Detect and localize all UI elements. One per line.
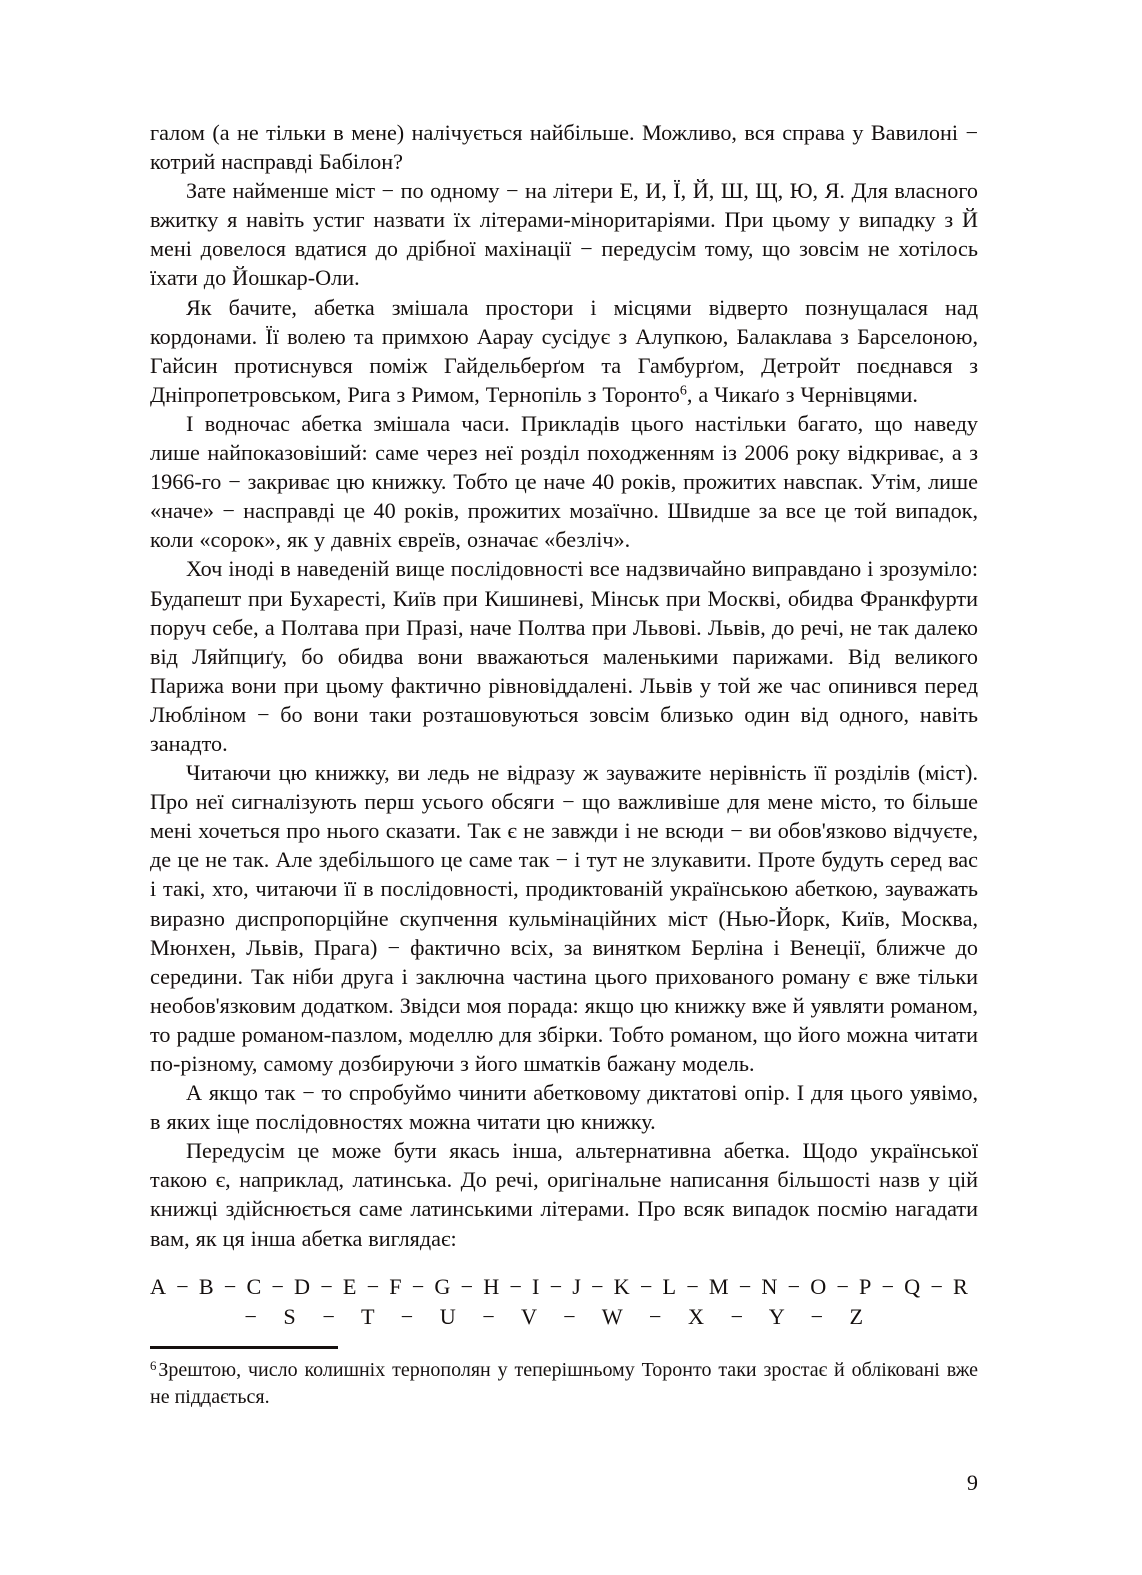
footnote-marker-6: 6	[150, 1358, 157, 1373]
latin-alphabet-token: O	[810, 1274, 827, 1299]
latin-alphabet-token: −	[881, 1274, 895, 1299]
latin-alphabet-token: K	[613, 1274, 630, 1299]
latin-alphabet-token: L	[662, 1274, 677, 1299]
paragraph-hoch-inodi: Хоч іноді в наведеній вище послідовності все надзвичайно виправдано і зрозуміло: Будапешт при Бухаресті, Київ при Кишиневі, Мінськ при Москві, обидва Франкфурти поруч себе, а Полтава при Празі, наче Полтва при Львові. Львів, до речі, не так далеко від Ляйпциґу, бо обидва вони вважаються маленькими парижами. Від великого Парижа вони при цьому фактично рівновіддалені. Львів у той же час опинився перед Любліном − бо вони таки розташовуються зовсім близько один від одного, навіть занадто.	[150, 556, 978, 756]
latin-alphabet-token: E	[342, 1274, 357, 1299]
latin-alphabet-token: −	[549, 1274, 563, 1299]
latin-alphabet-token: D	[294, 1274, 311, 1299]
latin-alphabet-token: N	[761, 1274, 778, 1299]
latin-alphabet-token: R	[953, 1274, 968, 1299]
latin-alphabet-token: B	[198, 1274, 214, 1299]
latin-alphabet-token: A	[150, 1274, 167, 1299]
paragraph-a-yakscho: А якщо так − то спробуймо чинити абетковому диктатові опір. І для цього уявімо, в яких іще послідовностях можна читати цю книжку.	[150, 1080, 978, 1135]
latin-alphabet-token: P	[859, 1274, 872, 1299]
paragraph-yak-bachyte	[150, 293, 978, 409]
paragraph-yak-bachyte-part1: Як бачите, абетка змішала простори і місцями відверто познущалася над кордонами. Її волею та примхою Аарау сусідує з Алупкою, Балаклава з Барселоною, Гайсин протиснувся поміж Гайдельберґом та Гамбурґом, Детройт поєднався з Дніпропетровськом, Рига з Римом, Тернопіль з Торонто	[150, 294, 978, 407]
latin-alphabet-token: I	[532, 1274, 540, 1299]
latin-alphabet-token: −	[271, 1274, 284, 1299]
footnote-6	[150, 1357, 978, 1411]
latin-alphabet-token: G	[434, 1274, 451, 1299]
footnote-reference-6[interactable]: 6	[679, 383, 687, 399]
latin-alphabet-row-2-text: − S − T − U − V − W − X − Y − Z	[244, 1304, 874, 1329]
paragraph-yak-bachyte-part2: , а Чикаґо з Чернівцями.	[686, 381, 918, 407]
latin-alphabet-token: H	[483, 1274, 500, 1299]
paragraph-chytaiuchy: Читаючи цю книжку, ви ледь не відразу ж зауважите нерівність її розділів (міст). Про неї сигналізують перш усього обсяги − що важливіше для мене місто, то більше мені хочеться про нього сказати. Так є не завжди і не всюди − ви обов'язково відчуєте, де це не так. Але здебільшого це саме так − і тут не злукавити. Проте будуть серед вас і такі, хто, читаючи її в послідовності, продиктованій українською абеткою, зауважать виразно диспропорційне скупчення кульмінаційних міст (Нью-Йорк, Київ, Москва, Мюнхен, Львів, Прага) − фактично всіх, за винятком Берліна і Венеції, ближче до середини. Так ніби друга і заключна частина цього прихованого роману є вже тільки необов'язковим додатком. Звідси моя порада: якщо цю книжку вже й уявляти романом, то радше романом-пазлом, моделлю для збірки. Тобто романом, що його можна читати по-різному, самому дозбируючи з його шматків бажану модель.	[150, 760, 978, 1076]
latin-alphabet-token: −	[787, 1274, 801, 1299]
latin-alphabet-token: −	[738, 1274, 752, 1299]
latin-alphabet-token: J	[572, 1274, 581, 1299]
latin-alphabet-token: F	[389, 1274, 402, 1299]
paragraph-peredusim: Передусім це може бути якась інша, альтернативна абетка. Щодо української такою є, наприклад, латинська. До речі, оригінальне написання більшості назв у цій книжці здійснюється саме латинськими літерами. Про всяк випадок посмію нагадати вам, як ця інша абетка виглядає:	[150, 1138, 978, 1251]
latin-alphabet-token: C	[246, 1274, 262, 1299]
latin-alphabet-token: −	[460, 1274, 474, 1299]
paragraph-i-vodnochas: І водночас абетка змішала часи. Прикладів цього настільки багато, що наведу лише найпоказовіший: саме через неї розділ походженням із 2006 року відкриває, а з 1966-го − закриває цю книжку. Тобто це наче 40 років, прожитих навспак. Утім, лише «наче» − насправді це 40 років, прожитих мозаїчно. Швидше за все це той випадок, коли «сорок», як у давніх євреїв, означає «безліч».	[150, 410, 978, 553]
latin-alphabet-token: −	[639, 1274, 653, 1299]
page-number: 9	[966, 1470, 978, 1495]
latin-alphabet-token: M	[708, 1274, 729, 1299]
latin-alphabet-token: −	[509, 1274, 522, 1299]
latin-alphabet-row-2	[150, 1302, 968, 1332]
latin-alphabet-token: −	[223, 1274, 237, 1299]
latin-alphabet-token: −	[591, 1274, 604, 1299]
footnote-separator-rule	[150, 1346, 338, 1349]
latin-alphabet-token: −	[320, 1274, 333, 1299]
latin-alphabet-token: −	[176, 1274, 189, 1299]
latin-alphabet-token: Q	[904, 1274, 921, 1299]
latin-alphabet-token: −	[930, 1274, 943, 1299]
latin-alphabet-token: −	[836, 1274, 849, 1299]
latin-alphabet-block	[150, 1272, 978, 1332]
latin-alphabet-token: −	[686, 1274, 699, 1299]
latin-alphabet-token: −	[366, 1274, 380, 1299]
footnote-text: Зрештою, число колишніх тернополян у теперішньому Торонто таки зростає й обліковані вже не піддається.	[150, 1359, 978, 1408]
page-text-block	[150, 118, 978, 1253]
paragraph-galom: галом (а не тільки в мене) налічується найбільше. Можливо, вся справа у Вавилоні − котрий насправді Бабілон?	[150, 120, 978, 175]
latin-alphabet-row-1	[150, 1272, 968, 1302]
latin-alphabet-token: −	[411, 1274, 425, 1299]
paragraph-zate: Зате найменше міст − по одному − на літери Е, И, Ї, Й, Ш, Щ, Ю, Я. Для власного вжитку я навіть устиг назвати їх літерами-міноритаріями. При цьому у випадку з Й мені довелося вдатися до дрібної махінації − передусім тому, що зовсім не хотілось їхати до Йошкар-Оли.	[150, 178, 978, 291]
